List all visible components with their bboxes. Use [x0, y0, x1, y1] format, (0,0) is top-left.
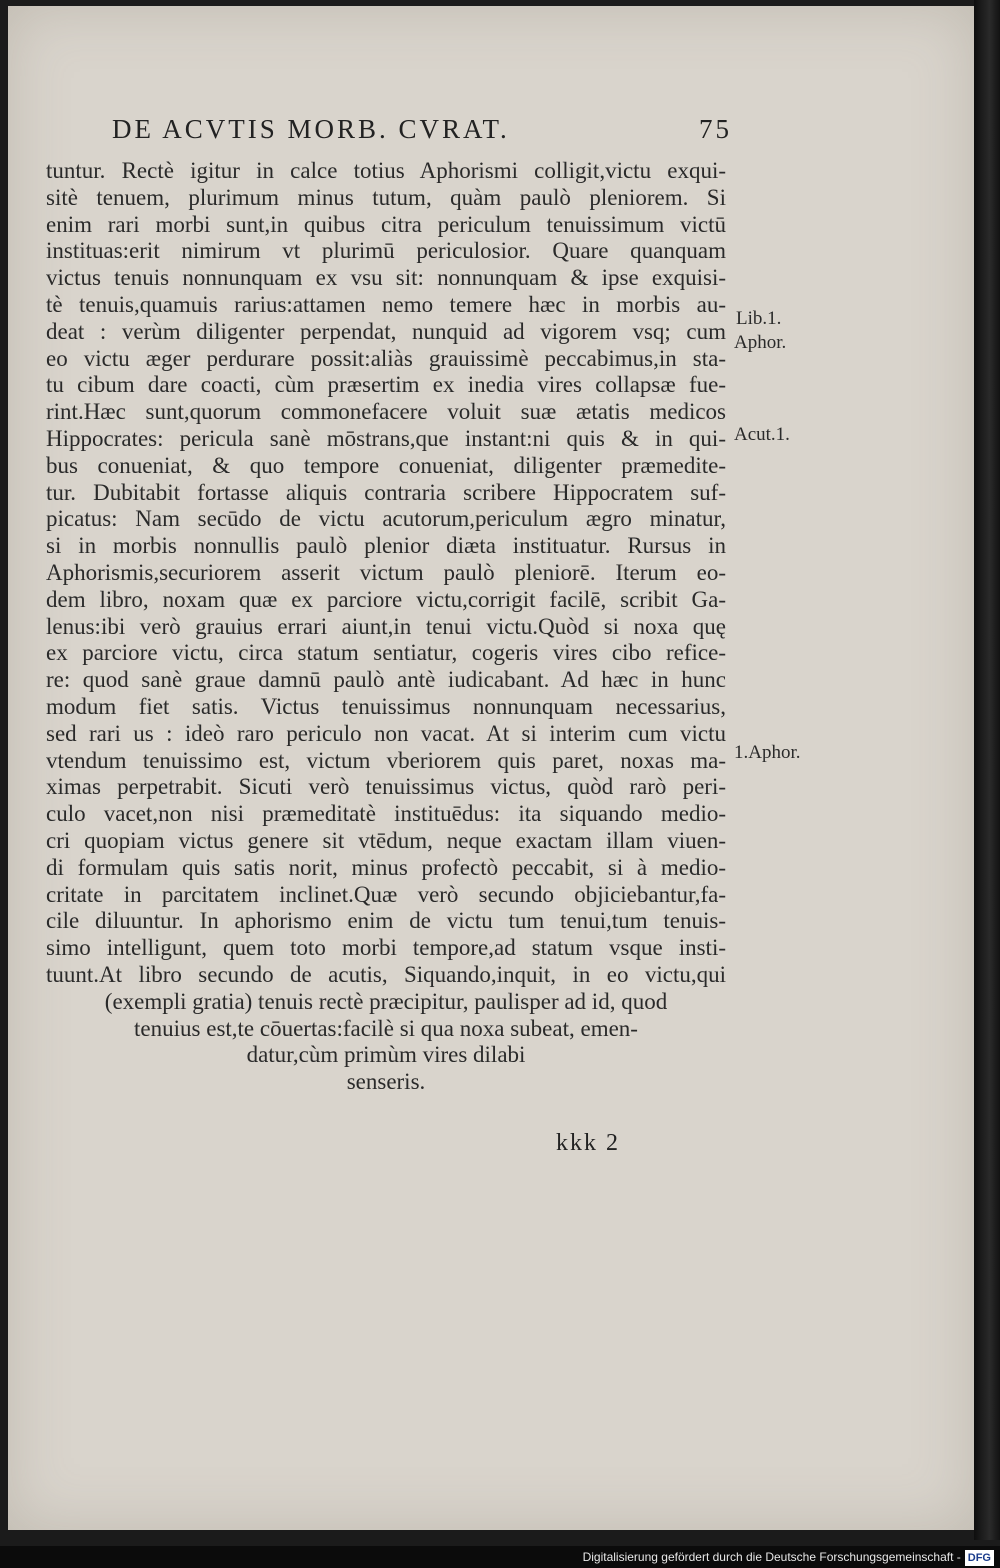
margin-note-lib: Lib.1.: [736, 308, 782, 329]
text-line: sitè tenuem, plurimum minus tutum, quàm paulò pleniorem. Si: [46, 184, 726, 210]
digitization-footer: [0, 1546, 1000, 1568]
text-line: ximas perpetrabit. Sicuti verò tenuissimus victus, quòd rarò peri-: [46, 774, 726, 800]
text-line: si in morbis nonnullis paulò plenior diæta instituatur. Rursus in: [46, 533, 726, 559]
dfg-logo-icon: DFG: [965, 1550, 994, 1566]
closing-line: (exempli gratia) tenuis rectè præcipitur, paulisper ad id, quod: [104, 988, 668, 1014]
text-line: simo intelligunt, quem toto morbi tempore,ad statum vsque insti-: [46, 935, 726, 961]
signature-mark: kkk 2: [556, 1130, 620, 1156]
page-header: [112, 114, 732, 145]
text-line: cile diluuntur. In aphorismo enim de victu tum tenui,tum tenuis-: [46, 908, 726, 934]
text-line: tu cibum dare coacti, cùm præsertim ex inedia vires collapsæ fue-: [46, 372, 726, 398]
text-line: instituas:erit nimirum vt plurimū periculosior. Quare quanquam: [46, 238, 726, 264]
text-line: dem libro, noxam quæ ex parciore victu,corrigit facilē, scribit Ga-: [46, 586, 726, 612]
text-line: modum fiet satis. Victus tenuissimus nonnunquam necessarius,: [46, 693, 726, 719]
text-line: victus tenuis nonnunquam ex vsu sit: nonnunquam & ipse exquisi-: [46, 265, 726, 291]
margin-note-aphor: Aphor.: [734, 332, 787, 353]
text-line: bus conueniat, & quo tempore conueniat, diligenter præmedite-: [46, 452, 726, 478]
text-line: culo vacet,non nisi præmeditatè instituēdus: ita siquando medio-: [46, 801, 726, 827]
text-line: Hippocrates: pericula sanè mōstrans,que instant:ni quis & in qui-: [46, 425, 726, 451]
text-line: re: quod sanè graue damnū paulò antè iudicabant. Ad hæc in hunc: [46, 667, 726, 693]
text-line: tè tenuis,quamuis rarius:attamen nemo temere hæc in morbis au-: [46, 291, 726, 317]
text-line: lenus:ibi verò grauius errari aiunt,in tenui victu.Quòd si noxa quę: [46, 613, 726, 639]
text-line: tuunt.At libro secundo de acutis, Siquando,inquit, in eo victu,qui: [46, 961, 726, 987]
closing-line: tenuius est,te cōuertas:facilè si qua noxa subeat, emen-: [134, 1015, 638, 1041]
text-line: tuntur. Rectè igitur in calce totius Aphorismi colligit,victu exqui-: [46, 158, 726, 183]
footer-text: Digitalisierung gefördert durch die Deutsche Forschungsgemeinschaft -: [582, 1550, 961, 1564]
body-text: [46, 158, 726, 1096]
text-line: tur. Dubitabit fortasse aliquis contraria scribere Hippocratem suf-: [46, 479, 726, 505]
text-line: cri quopiam victus genere sit vtēdum, neque exactam illam viuen-: [46, 827, 726, 853]
text-line: deat : verùm diligenter perpendat, nunquid ad vigorem vsq; cum: [46, 318, 726, 344]
closing-line: datur,cùm primùm vires dilabi: [246, 1042, 526, 1068]
text-line: di formulam quis satis norit, minus profectò peccabit, si à medio-: [46, 854, 726, 880]
text-line: rint.Hæc sunt,quorum commonefacere voluit suæ ætatis medicos: [46, 399, 726, 425]
text-line: eo victu æger perdurare possit:aliàs grauissimè peccabimus,in sta-: [46, 345, 726, 371]
closing-line: senseris.: [346, 1069, 426, 1095]
page-number: 75: [699, 114, 732, 144]
text-line: picatus: Nam secūdo de victu acutorum,periculum ægro minatur,: [46, 506, 726, 532]
text-line: ex parciore victu, circa statum sentiatur, cogeris vires cibo refice-: [46, 640, 726, 666]
margin-note-acut: Acut.1.: [734, 424, 790, 445]
text-line: critate in parcitatem inclinet.Quæ verò secundo objiciebantur,fa-: [46, 881, 726, 907]
book-spine: [974, 0, 1000, 1540]
text-line: sed rari us : ideò raro periculo non vacat. At si interim cum victu: [46, 720, 726, 746]
margin-note-1-aphor: 1.Aphor.: [734, 742, 801, 763]
text-line: Aphorismis,securiorem asserit victum paulò pleniorē. Iterum eo-: [46, 559, 726, 585]
text-line: vtendum tenuissimo est, victum vberiorem quis paret, noxas ma-: [46, 747, 726, 773]
running-title: DE ACVTIS MORB. CVRAT.: [112, 114, 510, 144]
text-line: enim rari morbi sunt,in quibus citra periculum tenuissimum victū: [46, 211, 726, 237]
